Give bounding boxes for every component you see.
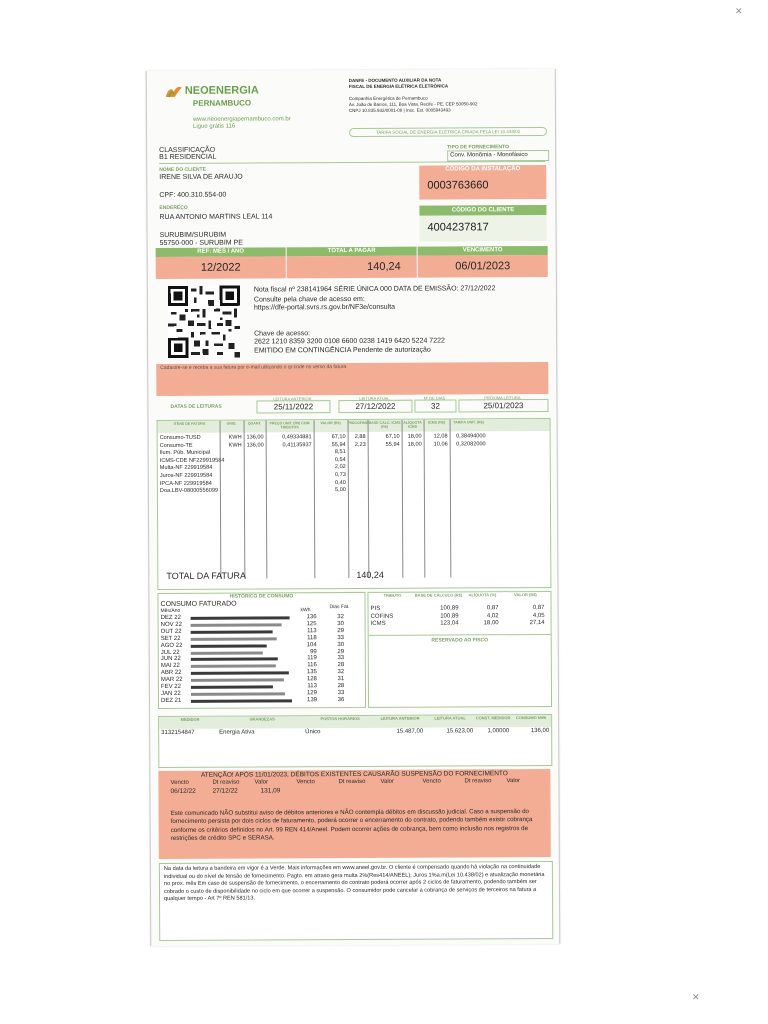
tax-col-header: VALOR (R$) [514,592,537,598]
history-month: NOV 22 [160,621,182,628]
history-month: ABR 22 [160,670,182,677]
fiscal-line2: Consulte pela chave de acesso em: [253,295,365,304]
items-cell-price: 0,49334881 [282,434,312,441]
warning-col-label: Dt reaviso [338,778,366,786]
items-col-header: ICMS (R$) [428,420,446,425]
fiscal-consult-link[interactable]: https://dfe-portal.svrs.rs.gov.br/NF3e/consulta [253,303,396,312]
days-value: 32 [414,399,456,412]
items-cell-item: Doa.LBV-08000556099 [159,487,219,495]
history-kwh: 136 [306,614,317,621]
history-kwh: 99 [310,648,317,655]
fiscal-line1: Nota fiscal nº 238141964 SÉRIE ÚNICA 000 DATA DE EMISSÃO: 27/12/2022 [253,285,496,294]
column-line [244,421,246,579]
tariff-banner: TARIFA SOCIAL DE ENERGIA ELÉTRICA CRIADA PELA LEI 10.438/02 [349,127,547,137]
items-cell-value: 0,40 [334,479,346,486]
tax-cell-value: 27,14 [529,619,545,627]
meter-col-header: MEDIDOR [180,716,200,722]
email-notice-text: Cadastre-se e receba a sua fatura por e-mail utilizando o qr code no verso da fatura [160,364,347,372]
meter-col-header: CONSUMO kWh [515,714,547,721]
history-subtitle: CONSUMO FATURADO [160,600,237,609]
tax-cell-value: 4,05 [532,612,545,619]
history-bar [191,699,292,703]
curr-reading-date: 27/12/2022 [338,400,412,413]
brand-name: NEOENERGIA [184,84,259,97]
history-days: 33 [337,655,345,662]
meter-col-header: GRANDEZAS [249,716,275,722]
history-month: MAI 22 [160,663,180,670]
history-bar [191,672,289,676]
items-cell-unit: KWH [228,442,242,449]
client-cpf: CPF: 400.310.554-00 [159,191,227,200]
meter-cell-consumption: 136,00 [530,727,550,735]
history-kwh: 104 [306,641,317,648]
debt-due: 06/12/22 [170,787,196,795]
column-line [266,420,268,578]
items-cell-value: 2,02 [334,464,346,471]
history-title: HISTÓRICO DE CONSUMO [229,593,294,600]
meter-cell-const: 1,00000 [487,728,510,735]
items-cell-icms: 12,08 [433,433,448,440]
items-col-header: ALÍQUOTA ICMS [403,420,422,429]
column-line [424,420,426,578]
history-kwh: 125 [306,621,317,628]
taxes-box [367,591,552,708]
tax-header [368,592,550,605]
items-cell-value: 0,73 [334,472,346,479]
contingency-text: EMITIDO EM CONTINGÊNCIA Pendente de autorização [254,346,431,355]
items-col-header: VALOR (R$) [320,421,341,426]
installation-code-box [419,165,546,200]
warning-body: Este comunicado NÃO substitui aviso de débitos anteriores e NÃO contempla débitos em discussão judicial. Caso a suspensão do fornecimento persista por dois ciclos de faturamento, poderá ocorrer o encerramento do contrato, podendo também existir cobrança conforme os critérios definidos no Art. 99 REN 414/Aneel. Podem ocorrer ações de cobrança, bem como inclusão nos registros de restrições de crédito SPC e SERASA. [170,808,533,843]
history-month: MAR 22 [160,676,183,684]
prev-reading-label: LEITURA ANTERIOR [273,396,312,402]
items-cell-item: ICMS-CDE NF229919584 [159,457,225,464]
client-code-value: 4004237817 [427,221,489,234]
due-value: 06/01/2023 [418,255,548,278]
history-days: 28 [337,683,345,690]
neoenergia-logo-icon [165,85,183,99]
reading-dates-row [156,395,548,414]
items-cell-aliq: 18,00 [407,441,422,448]
debt-notice: 27/12/22 [212,787,238,795]
items-cell-aliq: 18,00 [407,433,422,440]
history-col-kwh: kWh [300,607,311,614]
history-bar [191,685,273,688]
items-cell-qty: 136,00 [246,434,264,441]
history-kwh: 119 [307,655,317,662]
history-month: OUT 22 [160,628,182,635]
column-line [450,419,452,577]
items-col-header: QUANT. [247,421,262,426]
access-key-label: Chave de acesso: [254,330,311,338]
footer-notes-box [159,861,553,941]
qr-code-icon[interactable] [166,286,242,358]
history-bar [191,637,277,640]
history-col-days: Dias Fat. [329,604,350,611]
items-cell-pis: 2,88 [354,433,366,440]
suspension-warning [158,769,550,859]
meter-cell-previous: 15.487,00 [396,728,424,735]
history-days: 32 [337,614,344,621]
tax-col-header: BASE DE CÁLCULO (R$) [414,592,463,598]
client-name-value: IRENE SILVA DE ARAUJO [159,173,243,182]
history-bar [191,644,267,647]
supply-type-value: Conv. Monômia - Monofásico [447,150,549,162]
address-line2: SURUBIM/SURUBIM [159,231,227,240]
meter-row [159,728,551,740]
items-col-header: PREÇO UNIT. (R$) COM TRIBUTOS [269,421,310,430]
brand-region: PERNAMBUCO [192,98,252,108]
warning-col-label: Dt reaviso [464,778,492,785]
meter-table [158,714,552,768]
client-code-box [419,205,546,242]
history-kwh: 113 [307,627,317,635]
meter-col-header: LEITURA ATUAL [434,715,466,721]
history-days: 30 [337,620,344,627]
warning-col-label: Vencto [422,778,441,785]
history-kwh: 116 [307,662,317,669]
items-cell-item: Ilum. Púb. Municipal [159,449,211,457]
items-cell-icms: 10,06 [433,441,448,448]
warning-col-label: Valor [380,778,395,785]
items-cell-item: IPCA-NF 229919584 [159,480,212,487]
warning-col-label: Vencto [170,779,189,786]
history-bar [191,616,290,620]
items-cell-tariff: 0,38494000 [456,433,486,440]
tax-cell-base: 100,89 [440,612,459,620]
history-kwh: 139 [306,696,318,704]
total-value: 140,24 [287,256,417,279]
tax-cell-aliq: 18,00 [483,620,499,627]
company-name: Companhia Energética de Pernambuco [348,95,428,102]
items-cell-price: 0,41135937 [282,441,312,448]
history-bar [191,692,285,695]
history-bar [191,623,282,626]
history-month: DEZ 22 [160,614,181,622]
warning-col-label: Valor [506,778,521,785]
company-ids: CNPJ 10.835.932/0001-08 | Insc. Est. 0005943493 [348,107,451,114]
items-cell-value: 8,51 [334,449,346,456]
items-cell-qty: 136,00 [246,442,264,449]
consumption-history [157,592,366,709]
items-col-header: BASE CALC. ICMS (R$) [368,420,401,430]
client-code-label: CÓDIGO DO CLIENTE [419,205,546,216]
tax-col-header: ALÍQUOTA (%) [468,592,497,598]
address-label: ENDEREÇO [159,204,188,212]
history-days: 32 [337,669,345,676]
history-bar [191,630,273,633]
meter-cell-current: 15.623,00 [446,728,474,735]
column-line [314,420,316,578]
divider [159,161,545,164]
prev-reading-date: 25/11/2022 [256,400,330,413]
history-kwh: 118 [307,634,317,641]
tax-col-header: TRIBUTO [383,592,402,598]
history-days: 33 [337,689,345,696]
company-address: Av. João de Barros, 111, Boa Vista, Recife - PE, CEP 50050-902 [348,101,478,108]
history-days: 36 [337,696,345,703]
next-reading-label: PRÓXIMA LEITURA [484,395,521,401]
meter-cell-quantity: Energia Ativa [219,729,255,736]
warning-col-label: Valor [254,779,269,786]
column-line [348,420,350,578]
items-cell-base: 55,94 [385,441,400,448]
warning-columns [170,778,540,788]
classification-label: CLASSIFICAÇÃO [159,146,216,155]
scan-mark: ✕ [692,992,700,1002]
warning-col-label: Dt reaviso [212,779,240,786]
doc-type-line2: FISCAL DE ENERGIA ELÉTRICA ELETRÔNICA [348,83,449,90]
history-month: JAN 22 [160,690,181,697]
reserved-fisco-label: RESERVADO AO FISCO [431,637,489,644]
divider [369,634,551,636]
items-cell-base: 67,10 [385,433,400,440]
doc-type-line1: DANFE - DOCUMENTO AUXILIAR DA NOTA [348,77,442,84]
history-row [161,697,361,705]
history-month: DEZ 21 [160,697,182,704]
installation-code-label: CÓDIGO DA INSTALAÇÃO [445,166,521,173]
history-bar [191,658,278,661]
meter-cell-meter: 3132154847 [161,729,195,737]
history-month: FEV 22 [160,683,181,691]
tax-cell-value: 0,87 [532,604,545,612]
invoice-items-table [157,418,552,590]
column-line [220,421,222,579]
items-cell-value: 55,94 [331,441,346,448]
items-cell-unit: KWH [228,434,242,441]
history-month: SET 22 [160,635,181,642]
items-cell-value: 67,10 [331,434,346,441]
installation-code-value: 0003763660 [427,179,489,192]
items-col-header: TARIFA UNIT. (R$) [453,420,484,425]
warning-col-label: Vencto [296,779,315,786]
supply-type-label: TIPO DE FORNECIMENTO [447,144,509,151]
history-rows [161,614,363,707]
tax-cell-name: COFINS [370,613,394,620]
history-days: 28 [337,662,345,669]
column-line [402,420,404,578]
warning-title: ATENÇÃO! APÓS 11/01/2023, DÉBITOS EXISTENTES CAUSARÃO SUSPENSÃO DO FORNECIMENTO [200,770,508,779]
meter-col-header: CONST. MEDIDOR [475,715,511,721]
history-month: JUL 22 [160,649,180,656]
items-cell-item: Consumo-TE [159,442,193,449]
items-col-header: ITENS DE FATURA [173,421,206,426]
total-label: TOTAL A PAGAR [287,247,417,257]
items-cell-tariff: 0,32082000 [456,440,486,448]
classification-value: B1 RESIDENCIAL [159,153,217,162]
address-line3: 55750-000 - SURUBIM PE [159,239,243,248]
items-cell-value: 0,54 [334,456,346,463]
history-bar [191,665,276,668]
summary-bar [156,246,548,280]
invoice-total-label: TOTAL DA FATURA [166,570,247,581]
items-cell-item: Juros-NF 229919584 [159,472,213,480]
history-kwh: 135 [306,669,317,676]
ref-value: 12/2022 [156,256,286,279]
next-reading-date: 25/01/2023 [458,399,548,412]
client-name-label: NOME DO CLIENTE [159,166,206,174]
history-days: 33 [337,634,345,641]
tax-cell-aliq: 0,87 [486,605,499,612]
tax-cell-name: PIS [370,605,381,612]
column-line [368,420,370,578]
meter-header [159,715,551,729]
meter-cell-post: Único [305,729,321,736]
items-col-header: UNID. [226,421,237,426]
reading-dates-label: DATAS DE LEITURAS [170,403,222,410]
days-label: Nº DE DIAS [423,395,446,401]
scan-mark: ✕ [735,6,743,16]
tax-cell-base: 123,04 [440,620,459,627]
invoice-total-value: 140,24 [356,569,384,580]
tax-cell-aliq: 4,02 [486,612,499,619]
due-label: VENCIMENTO [418,246,548,256]
items-column-lines [158,419,551,579]
history-col-month: Mês/Ano [160,607,181,615]
tax-cell-name: ICMS [370,620,386,627]
items-col-header: PIS/COFINS [347,420,368,426]
items-cell-item: Consumo-TUSD [159,434,201,442]
history-days: 29 [337,627,345,634]
debt-value: 131,09 [260,787,281,795]
footer-notes: Na data da leitura a bandeira em vigor é a Verde. Mais informações em www.aneel.gov.br. O cliente é compensado quando há violação na continuidade individual ou do nível de tensão de fornecimento. Pagto. em atraso gera multa 2%(Res414/ANEEL), Juros 1%a.m(Lei 10.438/02) e atualização monetária no prox. mês Em caso de suspensão de fornecimento, o encerramento do contrato poderá ocorrer após 2 ciclos de faturamento, podendo também ser cobrado o custo de disponibilidade no ciclo em que ocorrer a suspensão. O consumidor pode cancelar a cobrança de serviços de terceiros na fatura a qualquer tempo - Art 7º REN 581/13. [163,864,545,902]
electricity-bill [146,69,561,946]
items-cell-value: 5,00 [335,487,346,494]
email-notice-bar [156,362,548,396]
history-month: JUN 22 [160,656,181,663]
address-line1: RUA ANTONIO MARTINS LEAL 114 [159,213,273,222]
history-month: AGO 22 [160,642,183,649]
tax-rows [369,605,551,630]
ref-label: REF: MÊS / ANO [156,247,286,257]
phone-text: Ligue grátis 116 [192,123,236,130]
curr-reading-label: LEITURA ATUAL [359,395,390,401]
meter-col-header: POSTOS HORÁRIOS [320,715,360,722]
items-cell-pis: 2,23 [354,441,366,448]
items-cell-item: Multa-NF 229919584 [159,465,213,472]
website-link[interactable]: www.neoenergiapernambuco.com.br [192,116,291,123]
meter-col-header: LEITURA ANTERIOR [380,715,420,721]
history-days: 29 [337,648,345,655]
history-days: 31 [337,676,345,683]
history-bar [191,651,263,654]
history-kwh: 128 [306,676,317,683]
history-kwh: 113 [307,683,317,690]
access-key-value: 2622 1210 8359 3200 0108 6600 0238 1419 6420 5224 7222 [254,337,445,346]
history-bar [191,678,284,681]
history-kwh: 129 [306,690,317,697]
history-days: 30 [337,641,345,648]
tax-cell-base: 100,89 [440,605,459,612]
